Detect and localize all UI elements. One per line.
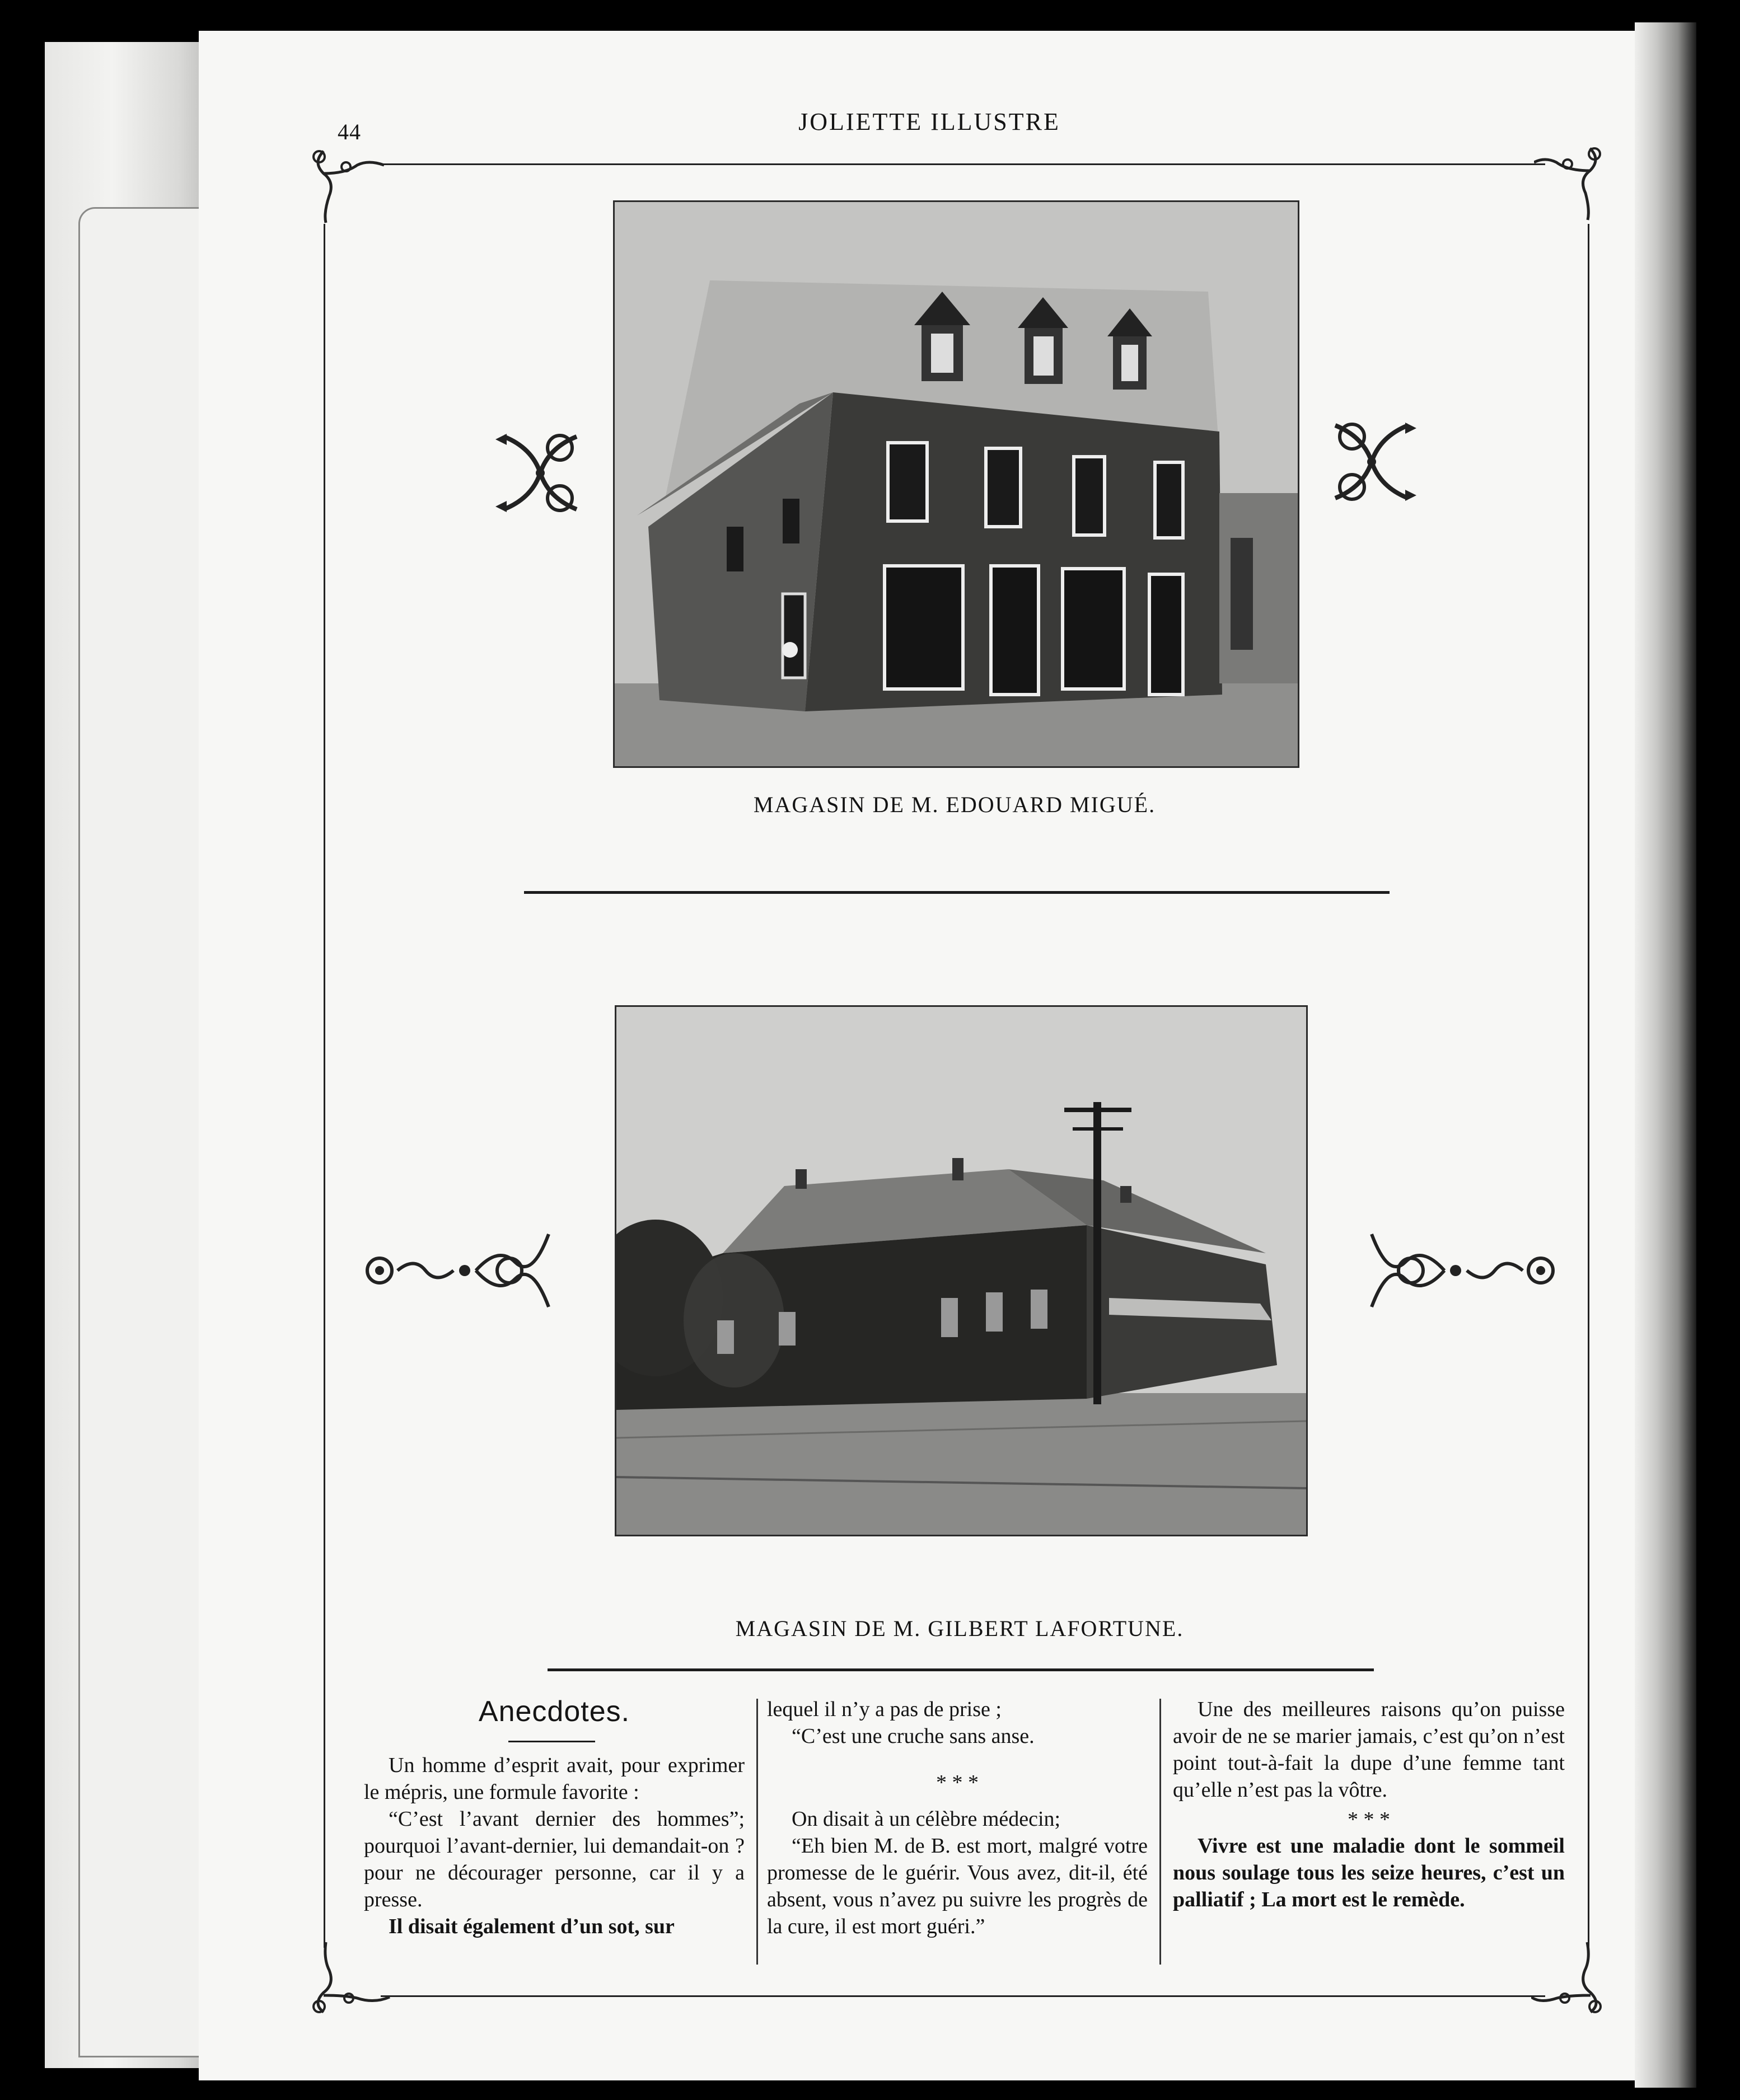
scroll-ornament-left-icon (364, 1223, 554, 1318)
article-column-3 (1173, 1696, 1565, 1913)
fleur-de-lis-ornament-icon (493, 425, 588, 521)
title-underline (508, 1741, 595, 1742)
paragraph: “C’est une cruche sans anse. (792, 1724, 1035, 1748)
paragraph: “C’est l’avant dernier des hommes”; pourquoi l’avant-dernier, lui demandait-on ? pour ne décourager personne, car il y a presse. (364, 1807, 745, 1911)
corner-flourish-icon (307, 1942, 391, 2021)
page-number: 44 (338, 119, 361, 144)
column-divider (756, 1699, 758, 1965)
figure-caption: MAGASIN DE M. EDOUARD MIGUÉ. (753, 792, 1156, 817)
frame-bottom (381, 1995, 1545, 1997)
frame-top (381, 163, 1545, 165)
paragraph: “Eh bien M. de B. est mort, malgré votre promesse de le guérir. Vous avez, dit-il, été absent, vous n’avez pu suivre les progrès de la cure, il est mort guéri.” (767, 1834, 1148, 1938)
running-title: JOLIETTE ILLUSTRE (798, 108, 1060, 135)
paragraph: Un homme d’esprit avait, pour exprimer le mépris, une formule favorite : (364, 1754, 745, 1804)
paragraph: Vivre est une maladie dont le sommeil nous soulage tous les seize heures, c’est un palliatif ; La mort est le remède. (1173, 1834, 1565, 1911)
scroll-ornament-right-icon (1366, 1223, 1556, 1318)
fleur-de-lis-ornament-icon (1324, 414, 1419, 509)
paragraph: Une des meilleures raisons qu’on puisse avoir de ne se marier jamais, c’est qu’on n’est point tout-à-fait la dupe d’une femme tant qu’elle n’est pas la vôtre. (1173, 1698, 1565, 1802)
figure-caption: MAGASIN DE M. GILBERT LAFORTUNE. (735, 1616, 1184, 1641)
corner-flourish-icon (1534, 137, 1607, 221)
page-edge-right (1635, 22, 1696, 2088)
article-column-1 (364, 1752, 745, 1940)
column-divider (1159, 1699, 1161, 1965)
photo-migue-store (613, 200, 1299, 768)
section-asterism: * * * (1348, 1808, 1390, 1831)
separator-rule (524, 891, 1390, 894)
corner-flourish-icon (1531, 1942, 1610, 2021)
paragraph: On disait à un célèbre médecin; (792, 1807, 1061, 1831)
frame-left (324, 224, 325, 1948)
paragraph: lequel il n’y a pas de prise ; (767, 1698, 1002, 1721)
section-asterism: * * * (936, 1771, 979, 1794)
article-title: Anecdotes. (478, 1695, 630, 1728)
photo-lafortune-store (615, 1005, 1308, 1536)
frame-right (1588, 224, 1589, 1948)
paragraph: Il disait également d’un sot, sur (389, 1915, 675, 1938)
separator-rule (548, 1668, 1374, 1671)
corner-flourish-icon (307, 140, 385, 224)
article-column-2 (767, 1696, 1148, 1940)
